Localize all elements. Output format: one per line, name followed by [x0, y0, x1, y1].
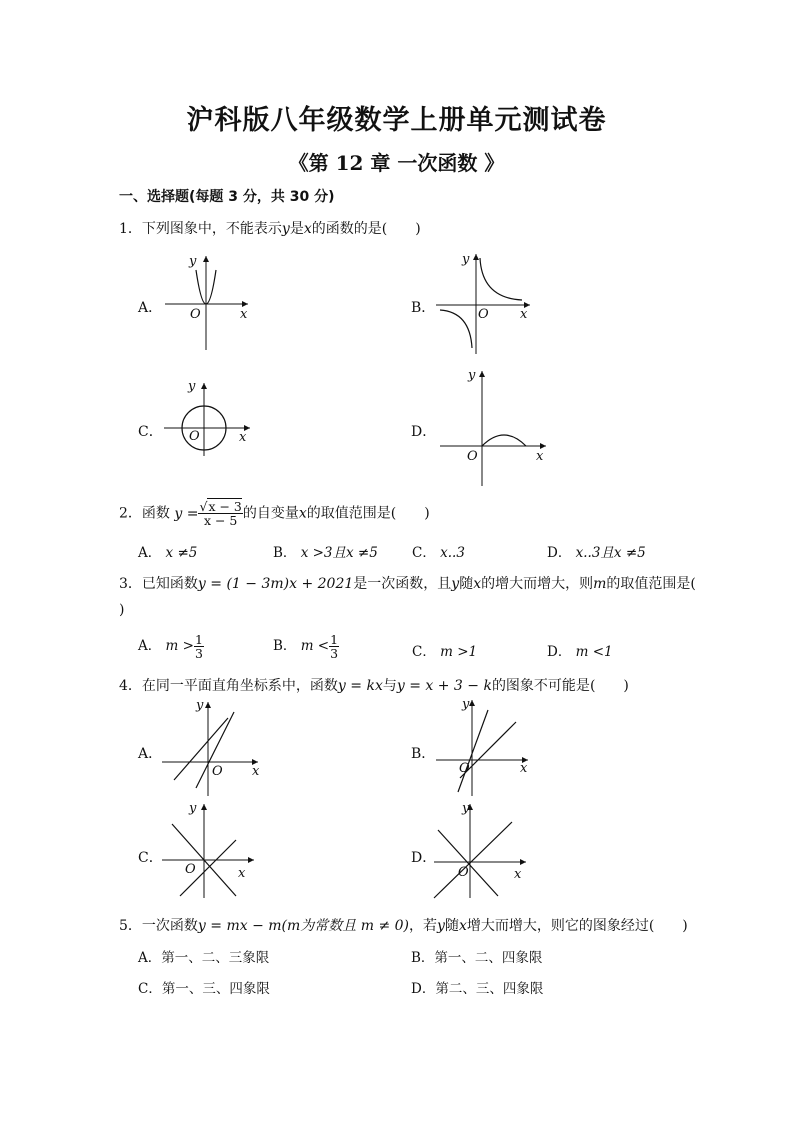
q5-option-d: D．第二、三、四象限 [411, 981, 544, 997]
answer-blank: ( ) [648, 918, 688, 934]
svg-text:O: O [458, 865, 469, 880]
q1-option-d-label: D． [411, 424, 437, 440]
svg-text:O: O [478, 307, 489, 322]
svg-text:x: x [252, 764, 260, 779]
svg-text:O: O [467, 449, 478, 464]
q5-option-a: A．第一、二、三象限 [138, 950, 270, 966]
q3-option-c: C． m >1 [412, 644, 478, 660]
function-expression: y = mx − m(m为常数且 m ≠ 0) [197, 918, 410, 934]
q5-option-b: B．第一、二、四象限 [411, 950, 543, 966]
svg-text:O: O [459, 761, 470, 776]
svg-text:y: y [196, 698, 204, 713]
q1-graph-d [436, 366, 554, 490]
svg-text:y: y [462, 252, 470, 267]
q4-option-d-label: D． [411, 850, 437, 866]
svg-text:x: x [239, 430, 247, 445]
q2-option-c: C． x..3 [412, 545, 465, 561]
question-2: 2．函数 y = $\frac{√x - 3}{x - 5}$ 的自变量x的取值范围是( ) [119, 499, 430, 529]
svg-text:O: O [185, 862, 196, 877]
q2-option-b: B． x >3且x ≠5 [273, 545, 378, 561]
q2-option-d: D． x..3且x ≠5 [547, 545, 646, 561]
question-3-continuation: ) [119, 602, 125, 618]
page-subtitle: 《第 12 章 一次函数 》 [288, 151, 505, 175]
x-axis-label: x [240, 307, 248, 322]
page-title: 沪科版八年级数学上册单元测试卷 [186, 105, 607, 136]
y-axis-label: y [189, 254, 197, 269]
q4-option-a-label: A． [138, 746, 163, 762]
svg-text:x: x [536, 449, 544, 464]
q4-graph-d [430, 800, 540, 900]
answer-blank: ( ) [390, 505, 430, 522]
q1-graph-c [160, 378, 260, 458]
question-5: 5．一次函数y = mx − m(m为常数且 m ≠ 0)，若y随x增大而增大，则它的图象经过( ) [119, 918, 688, 934]
question-number: 3． [119, 576, 142, 592]
answer-blank: ( ) [589, 678, 629, 694]
function-expression: y = (1 − 3m)x + 2021 [197, 576, 354, 592]
q1-option-a-label: A． [138, 300, 163, 316]
q1-option-c-label: C． [138, 424, 163, 440]
q2-option-a: A． x ≠5 [138, 545, 198, 561]
answer-blank: ( ) [381, 221, 421, 237]
svg-text:y: y [462, 801, 470, 816]
question-1: 1．下列图象中，不能表示y是x的函数的是( ) [119, 221, 421, 237]
q4-option-c-label: C． [138, 850, 163, 866]
q3-option-a: A． m > $\frac{1}{3}$ [138, 632, 203, 662]
q1-graph-a [160, 250, 260, 355]
question-4: 4．在同一平面直角坐标系中，函数y = kx与y = x + 3 − k的图象不可能是( ) [119, 678, 629, 694]
question-number: 1． [119, 221, 142, 237]
svg-text:x: x [520, 307, 528, 322]
svg-text:O: O [189, 429, 200, 444]
svg-text:x: x [520, 761, 528, 776]
q3-option-b: B． m < $\frac{1}{3}$ [273, 632, 339, 662]
q4-graph-b [432, 696, 542, 798]
svg-text:x: x [514, 867, 522, 882]
q4-option-b-label: B． [411, 746, 436, 762]
function-expression: y = $\frac{√x - 3}{x - 5}$ [174, 499, 242, 529]
svg-text:y: y [188, 379, 196, 394]
svg-text:x: x [238, 866, 246, 881]
q4-graph-a [160, 698, 270, 798]
question-number: 4． [119, 678, 142, 694]
section-heading: 一、选择题(每题 3 分，共 30 分) [119, 189, 335, 205]
q3-option-d: D． m <1 [547, 644, 613, 660]
origin-label: O [190, 307, 201, 322]
question-3: 3．已知函数y = (1 − 3m)x + 2021是一次函数，且y随x的增大而增大，则m的取值范围是( [119, 576, 696, 592]
fraction: $\frac{√x - 3}{x - 5}$ [199, 499, 242, 529]
q1-option-b-label: B． [411, 300, 436, 316]
q4-graph-c [158, 800, 268, 900]
question-number: 5． [119, 918, 142, 934]
q1-graph-b [430, 248, 540, 358]
question-number: 2． [119, 505, 142, 522]
q5-option-c: C．第一、三、四象限 [138, 981, 270, 997]
svg-text:y: y [189, 801, 197, 816]
svg-text:y: y [468, 368, 476, 383]
svg-text:O: O [212, 764, 223, 779]
svg-text:y: y [462, 697, 470, 712]
